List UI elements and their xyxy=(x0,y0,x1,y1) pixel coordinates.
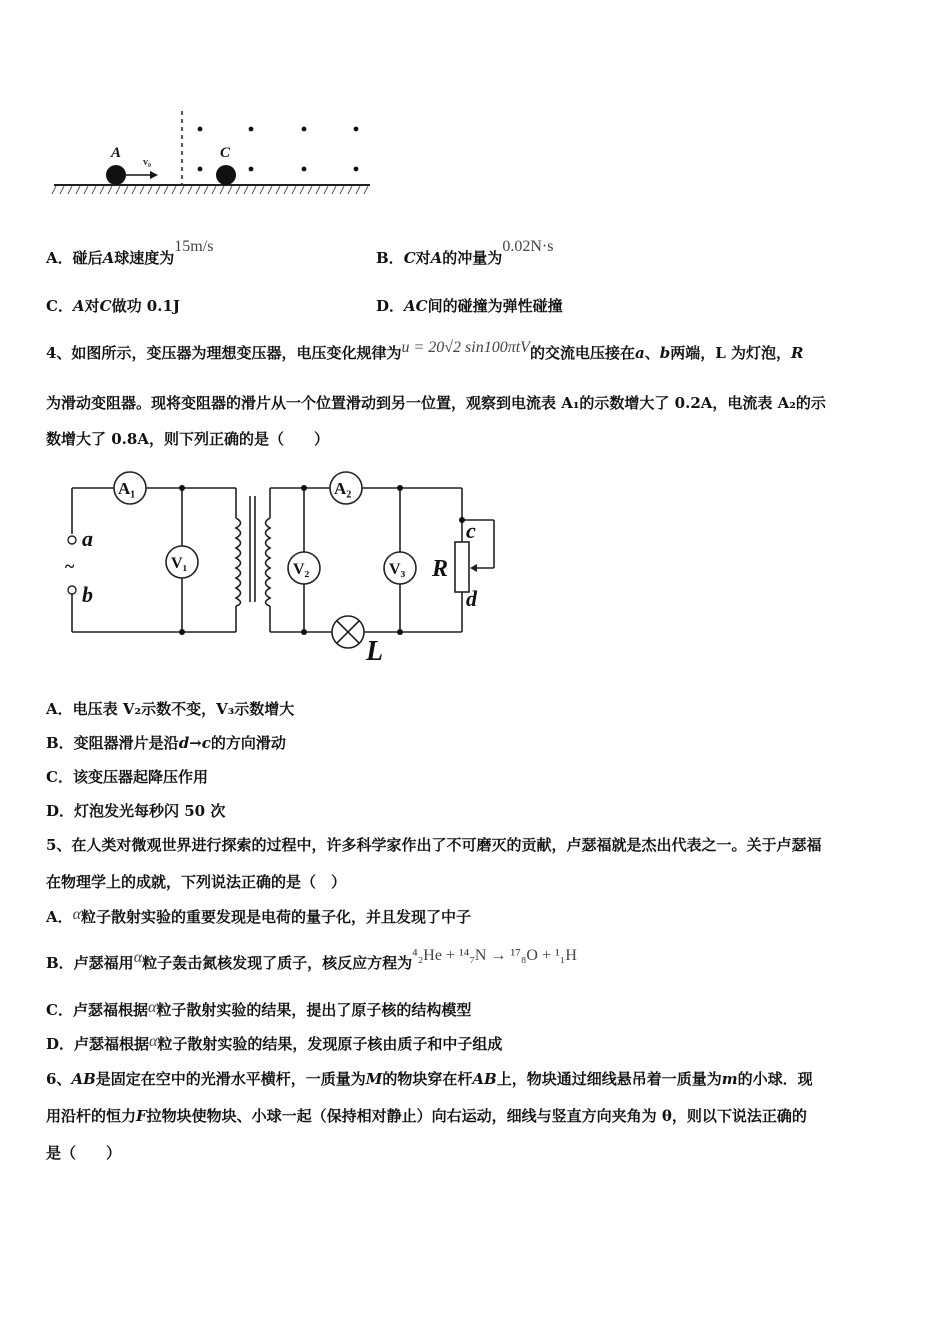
terminal-b xyxy=(68,586,76,594)
label-c: C xyxy=(220,145,231,161)
label-ac-symbol: ~ xyxy=(65,556,75,576)
q6-stem-line3: 是（ ） xyxy=(46,1144,122,1162)
label-l: L xyxy=(366,636,384,667)
label-v0: v₀ xyxy=(143,157,151,168)
q3-option-d[interactable]: D．AC间的碰撞为弹性碰撞 xyxy=(376,297,563,315)
label-c: c xyxy=(466,518,476,543)
label-v3: V₃ xyxy=(389,561,406,578)
q4-stem-line2: 为滑动变阻器。现将变阻器的滑片从一个位置滑动到另一位置，观察到电流表 A₁的示数增大了 0.2A，电流表 A₂的示 xyxy=(46,394,826,412)
q5-option-a[interactable]: A．α粒子散射实验的重要发现是电荷的量子化，并且发现了中子 xyxy=(46,906,472,926)
q3-option-b[interactable]: B．C对A的冲量为0.02N·s xyxy=(376,238,554,267)
label-a1: A₁ xyxy=(118,479,136,498)
q6-stem-line2: 用沿杆的恒力F拉物块使物块、小球一起（保持相对静止）向右运动，细线与竖直方向夹角为 θ，则以下说法正确的 xyxy=(46,1107,807,1125)
q4-option-d[interactable]: D．灯泡发光每秒闪 50 次 xyxy=(46,802,226,820)
ball-c xyxy=(216,165,236,185)
q3-option-c[interactable]: C．A对C做功 0.1J xyxy=(46,297,180,315)
q4-option-a[interactable]: A．电压表 V₂示数不变，V₃示数增大 xyxy=(46,700,295,718)
label-d: d xyxy=(466,586,477,611)
ball-a xyxy=(106,165,126,185)
q5-stem-line1: 5、在人类对微观世界进行探索的过程中，许多科学家作出了不可磨灭的贡献，卢瑟福就是杰出代表之一。关于卢瑟福 xyxy=(46,836,822,854)
rheostat-r xyxy=(455,542,469,592)
nuclear-reaction-equation: ⁴₂He + ¹⁴₇N → ¹⁷₈O + ¹₁H xyxy=(412,947,577,964)
collision-figure xyxy=(48,105,378,205)
voltage-formula: u = 20√2 sin100πtV xyxy=(401,339,530,356)
terminal-a xyxy=(68,536,76,544)
label-r: R xyxy=(432,556,449,582)
q5-option-c[interactable]: C．卢瑟福根据α粒子散射实验的结果，提出了原子核的结构模型 xyxy=(46,999,472,1019)
label-a: A xyxy=(111,145,122,161)
label-v1: V₁ xyxy=(171,555,188,572)
q6-stem-line1: 6、AB是固定在空中的光滑水平横杆，一质量为M的物块穿在杆AB上，物块通过细线悬吊着一质量为m的小球．现 xyxy=(46,1070,813,1088)
speed-value: 15m/s xyxy=(174,238,214,255)
q5-option-d[interactable]: D．卢瑟福根据α粒子散射实验的结果，发现原子核由质子和中子组成 xyxy=(46,1033,503,1053)
transformer-circuit xyxy=(60,468,510,668)
q4-option-b[interactable]: B．变阻器滑片是沿d→c的方向滑动 xyxy=(46,734,286,752)
q4-stem-line3: 数增大了 0.8A，则下列正确的是（ ） xyxy=(46,430,329,448)
q3-option-a[interactable]: A．碰后A球速度为15m/s xyxy=(46,238,214,267)
q4-stem-line1: 4、如图所示，变压器为理想变压器，电压变化规律为u = 20√2 sin100πtV的交流电压接在a、b两端，L 为灯泡，R xyxy=(46,339,804,362)
label-a2: A₂ xyxy=(334,479,352,498)
label-terminal-a: a xyxy=(82,526,93,551)
q5-option-b[interactable]: B．卢瑟福用α粒子轰击氮核发现了质子，核反应方程为⁴₂He + ¹⁴₇N → ¹⁷₈O + ¹₁H xyxy=(46,947,577,972)
label-v2: V₂ xyxy=(293,561,310,578)
q4-option-c[interactable]: C．该变压器起降压作用 xyxy=(46,768,208,786)
impulse-value: 0.02N·s xyxy=(502,238,554,255)
label-terminal-b: b xyxy=(82,582,93,607)
q5-stem-line2: 在物理学上的成就，下列说法正确的是（ ） xyxy=(46,873,347,891)
